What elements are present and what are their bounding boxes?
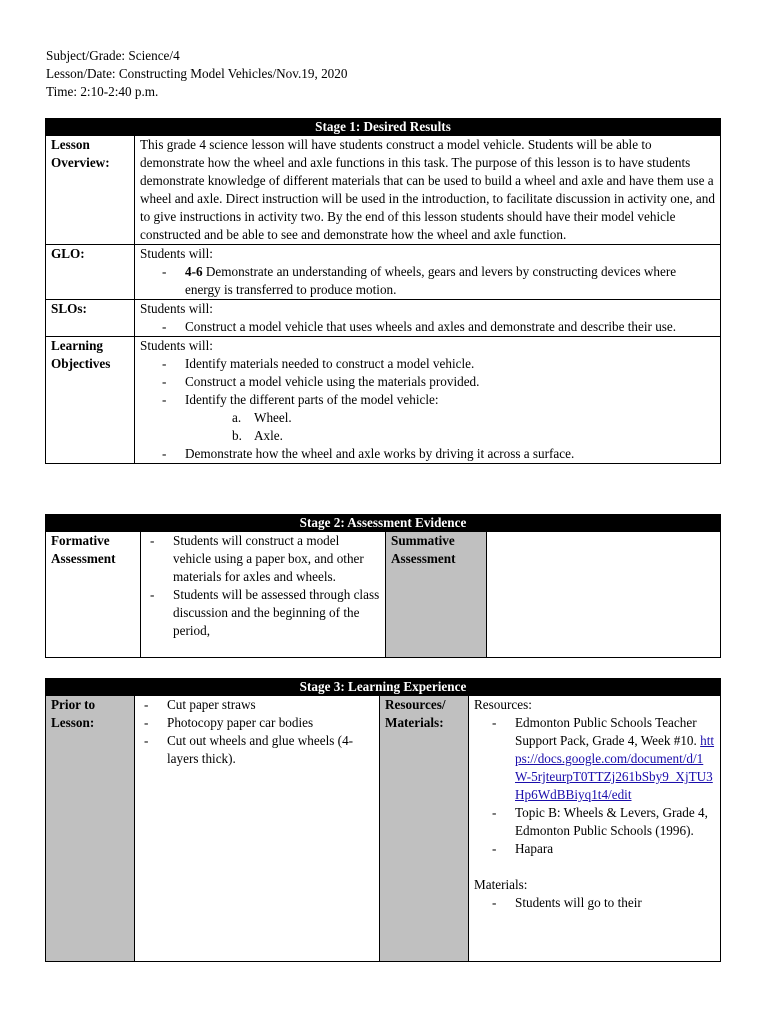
prior-item: - Cut out wheels and glue wheels (4-layers thick).: [122, 732, 374, 768]
lo-sub-marker: b.: [232, 428, 242, 443]
lo-item: - Construct a model vehicle using the materials provided.: [140, 373, 715, 391]
material-item: - Students will go to their: [470, 894, 715, 912]
resource-link[interactable]: https://docs.google.com/document/d/1W-5rjteurpT0TTZj261bSby9_XjTU3Hp6WdBBiyq1t4/edit: [515, 733, 715, 802]
lo-sub-item: [140, 427, 715, 445]
resource-text: Edmonton Public Schools Teacher Support Pack, Grade 4, Week #10.: [515, 715, 697, 748]
prior-label: Prior to Lesson:: [46, 696, 135, 962]
stage1-title: Stage 1: Desired Results: [46, 119, 721, 136]
stage1-table: [45, 118, 721, 464]
overview-label: Lesson Overview:: [46, 136, 135, 245]
lo-sub-text: Wheel.: [254, 410, 292, 425]
glo-cell: [135, 245, 721, 300]
resource-item: - Topic B: Wheels & Levers, Grade 4, Edmonton Public Schools (1996).: [470, 804, 715, 840]
lesson-header: [46, 47, 347, 101]
materials-intro: Materials:: [474, 877, 528, 892]
glo-label: GLO:: [46, 245, 135, 300]
formative-item: - Students will be assessed through class discussion and the beginning of the period,: [128, 586, 380, 640]
subject-line: Subject/Grade: Science/4: [46, 48, 180, 63]
resources-label: Resources/ Materials:: [380, 696, 469, 962]
glo-text: Demonstrate an understanding of wheels, gears and levers by constructing devices where energy is transferred to produce motion.: [185, 264, 677, 297]
lo-sub-marker: a.: [232, 410, 242, 425]
lo-item: - Identify materials needed to construct a model vehicle.: [140, 355, 715, 373]
prior-cell: [135, 696, 380, 962]
formative-cell: [141, 532, 386, 658]
slo-intro: Students will:: [140, 301, 213, 316]
overview-text: This grade 4 science lesson will have students construct a model vehicle. Students will be able to demonstrate how the wheel and axle functions in this task. The purpose of this lesson is to have students demonstrate knowledge of different materials that can be used to build a wheel and axle and have them use a wheel and axle. Direct instruction will be used in the introduction, to facilitate discussion in activity one, and to give instructions in activity two. By the end of this lesson students should have their model vehicle constructed and be able to see and demonstrate how the wheel and axle function.: [135, 136, 721, 245]
lo-sub-text: Axle.: [254, 428, 283, 443]
formative-item: - Students will construct a model vehicle using a paper box, and other materials for axles and wheels.: [128, 532, 380, 586]
stage3-title: Stage 3: Learning Experience: [46, 679, 721, 696]
glo-intro: Students will:: [140, 246, 213, 261]
formative-label: Formative Assessment: [46, 532, 141, 658]
lo-cell: [135, 337, 721, 464]
lo-sub-item: [140, 409, 715, 427]
summative-cell: [487, 532, 721, 658]
summative-label: Summative Assessment: [386, 532, 487, 658]
time-line: Time: 2:10-2:40 p.m.: [46, 84, 159, 99]
resource-item: [470, 714, 715, 804]
lo-item: - Demonstrate how the wheel and axle works by driving it across a surface.: [140, 445, 715, 463]
stage3-table: [45, 678, 721, 962]
resources-intro: Resources:: [474, 697, 532, 712]
stage2-table: [45, 514, 721, 658]
slo-cell: [135, 300, 721, 337]
resource-item: - Hapara: [470, 840, 715, 858]
slo-label: SLOs:: [46, 300, 135, 337]
stage2-title: Stage 2: Assessment Evidence: [46, 515, 721, 532]
lo-label: Learning Objectives: [46, 337, 135, 464]
prior-item: - Photocopy paper car bodies: [122, 714, 374, 732]
glo-item: [140, 263, 715, 299]
resources-cell: [469, 696, 721, 962]
prior-item: - Cut paper straws: [122, 696, 374, 714]
lo-intro: Students will:: [140, 338, 213, 353]
slo-item: - Construct a model vehicle that uses wheels and axles and demonstrate and describe their use.: [140, 318, 715, 336]
lesson-line: Lesson/Date: Constructing Model Vehicles/Nov.19, 2020: [46, 66, 348, 81]
glo-code: 4-6: [185, 264, 203, 279]
lo-item: - Identify the different parts of the model vehicle:: [140, 391, 715, 409]
